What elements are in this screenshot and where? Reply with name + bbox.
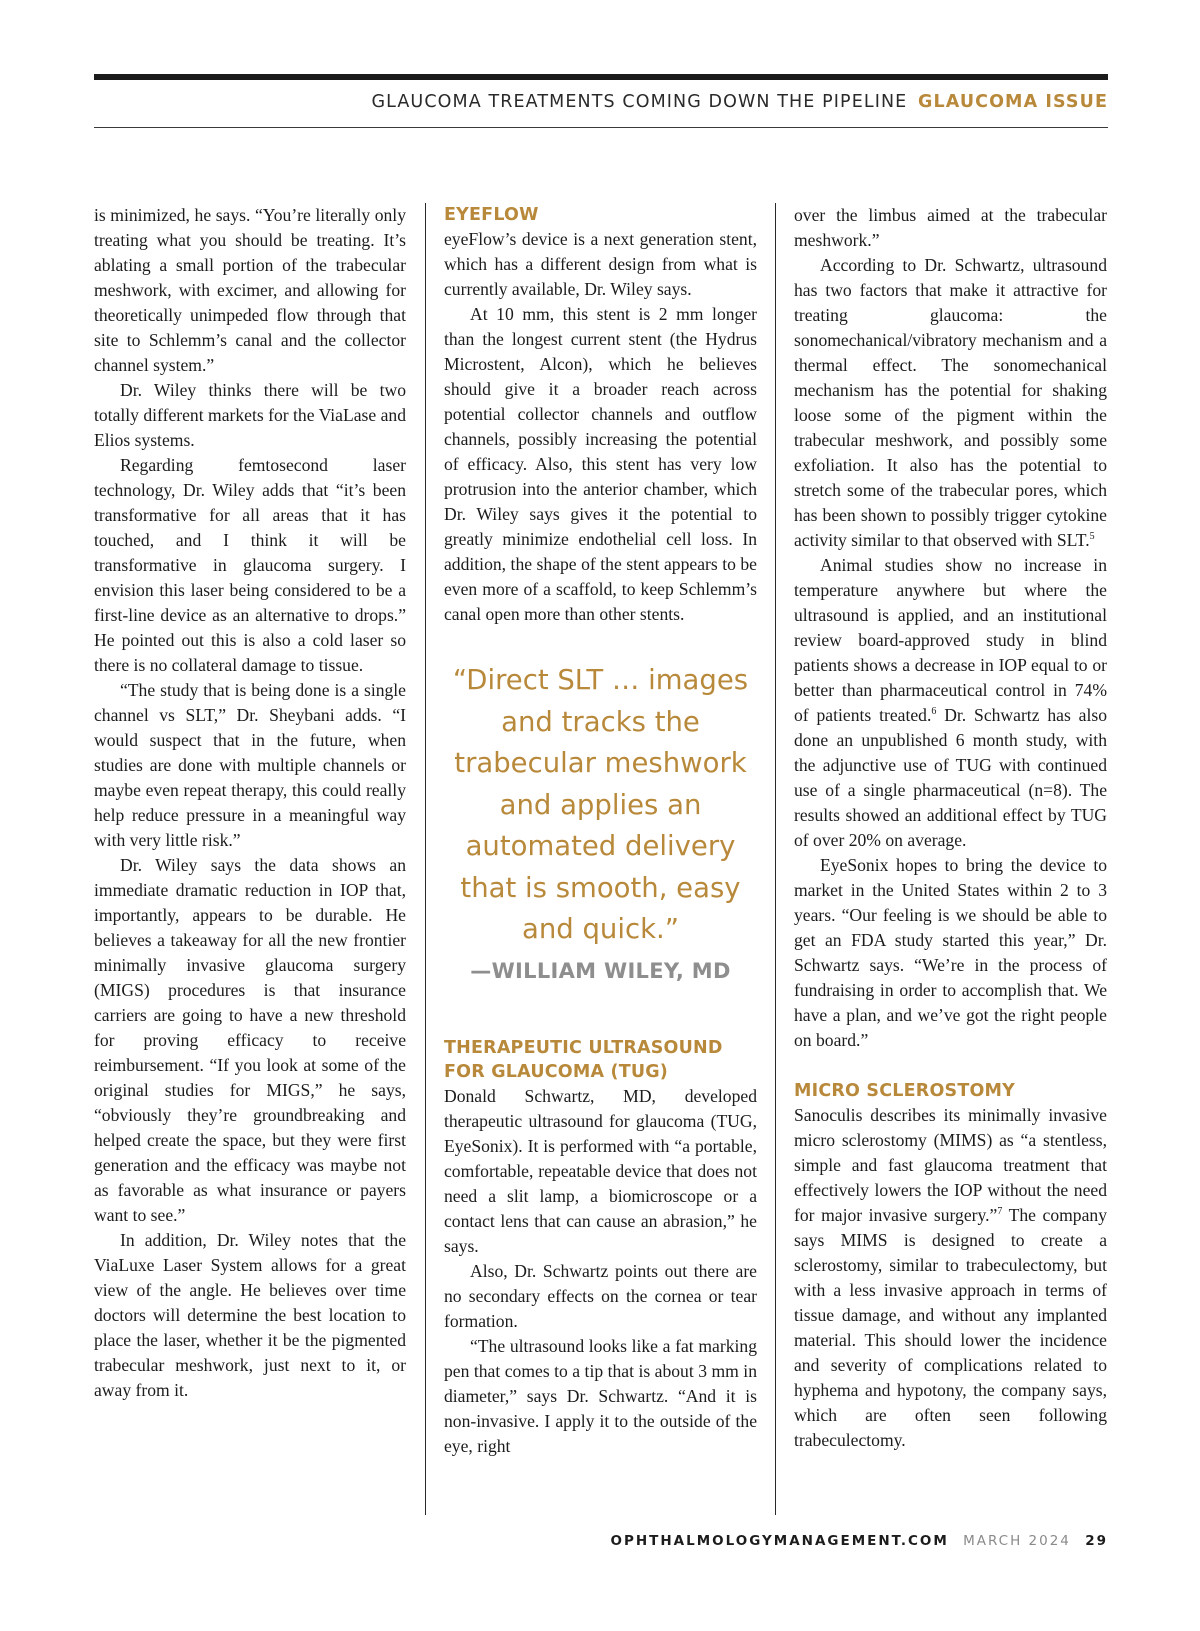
col2-paragraph-2: At 10 mm, this stent is 2 mm longer than the longest current stent (the Hydrus Microstent, Alcon), which he believes should give it a broader reach across potential collector channels and outflow channels, possibly increasing the potential of efficacy. Also, this stent has very low protrusion into the anterior chamber, which Dr. Wiley says gives it the potential to greatly minimize endothelial cell loss. In addition, the shape of the stent appears to be even more of a scaffold, to keep Schlemm’s canal open more than other stents.: [444, 304, 757, 624]
col3-paragraph-5-text-a: Sanoculis describes its minimally invasive micro sclerostomy (MIMS) as “a stentless, simple and fast glaucoma treatment that effectively lowers the IOP without the need for major invasive surgery.”: [794, 1105, 1107, 1225]
pull-quote-attribution: —WILLIAM WILEY, MD: [470, 958, 731, 983]
footer-issue-date: MARCH 2024: [963, 1533, 1071, 1549]
col1-paragraph-3: Regarding femtosecond laser technology, Dr. Wiley adds that “it’s been transformative for all areas that it has touched, and I think it will be transformative in glaucoma surgery. I envision this laser being considered to be a first-line device as an alternative to drops.” He pointed out this is also a cold laser so there is no collateral damage to tissue.: [94, 455, 406, 675]
col3-paragraph-2-text: According to Dr. Schwartz, ultrasound has two factors that make it attractive for treating glaucoma: the sonomechanical/vibratory mechanism and a thermal effect. The sonomechanical mechanism has the potential for shaking loose some of the pigment within the trabecular meshwork, and possibly some exfoliation. It also has the potential to stretch some of the trabecular pores, which has been shown to possibly trigger cytokine activity similar to that observed with SLT.: [794, 255, 1107, 550]
col3-paragraph-3: [794, 553, 1107, 853]
footer-website: OPHTHALMOLOGYMANAGEMENT.COM: [610, 1533, 949, 1549]
col2-paragraph-1: eyeFlow’s device is a next generation stent, which has a different design from what is currently available, Dr. Wiley says.: [444, 229, 757, 299]
subhead-eyeflow: EYEFLOW: [444, 205, 539, 225]
col1-paragraph-1: is minimized, he says. “You’re literally only treating what you should be treating. It’s ablating a small portion of the trabecular meshwork, with excimer, and allowing for theoretically unimpeded flow through that site to Schlemm’s canal and the collector channel system.”: [94, 205, 406, 375]
page-footer: [610, 1533, 1108, 1549]
col1-paragraph-6: In addition, Dr. Wiley notes that the ViaLuxe Laser System allows for a great view of the angle. He believes over time doctors will determine the best location to place the laser, whether it be the pigmented trabecular meshwork, just next to it, or away from it.: [94, 1230, 406, 1400]
col3-paragraph-3-text-b: Dr. Schwartz has also done an unpublished 6 month study, with the adjunctive use of TUG with continued use of a single pharmaceutical (n=8). The results showed an additional effect by TUG of over 20% on average.: [794, 705, 1107, 850]
header-bottom-rule: [94, 127, 1108, 128]
col2-paragraph-4: Also, Dr. Schwartz points out there are no secondary effects on the cornea or tear formation.: [444, 1260, 757, 1331]
col1-paragraph-4: “The study that is being done is a single channel vs SLT,” Dr. Sheybani adds. “I would suspect that in the future, when studies are done with multiple channels or maybe even repeat therapy, this could really help reduce pressure in a meaningful way with very little risk.”: [94, 680, 406, 850]
page-number: 29: [1085, 1533, 1108, 1549]
pull-quote: “Direct SLT … images and tracks the trabecular meshwork and applies an automated delivery that is smooth, easy and quick.”: [452, 664, 749, 945]
subhead-tug: THERAPEUTIC ULTRASOUND FOR GLAUCOMA (TUG): [444, 1037, 723, 1082]
col1-paragraph-2: Dr. Wiley thinks there will be two totally different markets for the ViaLase and Elios systems.: [94, 380, 406, 450]
reference-7: 7: [997, 1206, 1003, 1217]
header-issue-label: GLAUCOMA ISSUE: [918, 92, 1108, 112]
column-1: [94, 203, 406, 1403]
col3-paragraph-4: EyeSonix hopes to bring the device to market in the United States within 2 to 3 years. “Our feeling is we should be able to get an FDA study started this year,” Dr. Schwartz says. “We’re in the process of fundraising in order to accomplish that. We have a plan, and we’ve got the right people on board.”: [794, 855, 1107, 1050]
column-divider-2: [775, 203, 776, 1515]
column-2: [444, 203, 757, 1459]
col3-paragraph-2: [794, 253, 1107, 553]
col3-paragraph-1: over the limbus aimed at the trabecular meshwork.”: [794, 205, 1107, 250]
col2-paragraph-5: “The ultrasound looks like a fat marking pen that comes to a tip that is about 3 mm in diameter,” says Dr. Schwartz. “And it is non-invasive. I apply it to the outside of the eye, right: [444, 1335, 757, 1456]
header-top-rule: [94, 74, 1108, 80]
column-divider-1: [425, 203, 426, 1515]
col2-paragraph-3: Donald Schwartz, MD, developed therapeutic ultrasound for glaucoma (TUG, EyeSonix). It is performed with “a portable, comfortable, repeatable device that does not need a slit lamp, a biomicroscope or a contact lens that can cause an abrasion,” he says.: [444, 1085, 757, 1256]
subhead-micro-sclerostomy: MICRO SCLEROSTOMY: [794, 1081, 1016, 1101]
reference-6: 6: [931, 706, 937, 717]
column-3: [794, 203, 1107, 1453]
reference-5: 5: [1089, 531, 1095, 542]
header-section-title: GLAUCOMA TREATMENTS COMING DOWN THE PIPELINE: [371, 92, 908, 112]
running-header: [94, 92, 1108, 112]
col3-paragraph-5: [794, 1103, 1107, 1453]
col1-paragraph-5: Dr. Wiley says the data shows an immediate dramatic reduction in IOP that, importantly, appears to be durable. He believes a takeaway for all the new frontier minimally invasive glaucoma surgery (MIGS) procedures is that insurance carriers are going to have a new threshold for proving efficacy to receive reimbursement. “If you look at some of the original studies for MIGS,” he says, “obviously they’re groundbreaking and helped create the space, but they were first generation and the efficacy was maybe not as favorable as what insurance or payers want to see.”: [94, 855, 406, 1225]
col3-paragraph-3-text-a: Animal studies show no increase in temperature anywhere but where the ultrasound is applied, and an institutional review board-approved study in blind patients shows a decrease in IOP equal to or better than pharmaceutical control in 74% of patients treated.: [794, 555, 1107, 725]
col3-paragraph-5-text-b: The company says MIMS is designed to create a sclerostomy, similar to trabeculectomy, but with a less invasive approach in terms of tissue damage, and without any implanted material. This should lower the incidence and severity of complications related to hyphema and hypotony, the company says, which are often seen following trabeculectomy.: [794, 1205, 1107, 1450]
